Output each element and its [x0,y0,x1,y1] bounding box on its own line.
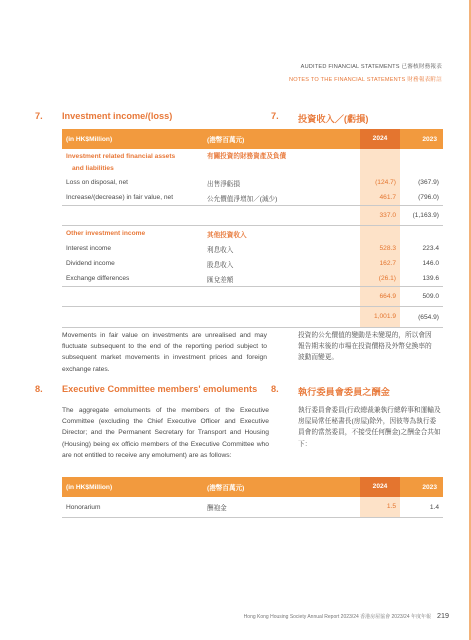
highlight-cell [360,226,400,241]
row-label: Interest income [66,245,112,252]
footer-publication: Hong Kong Housing Society Annual Report 2023/24 香港房屋協會 2023/24 年度年報 [243,614,431,620]
emoluments-table [62,477,443,518]
table-row [62,497,443,518]
investment-income-table [62,129,443,328]
value-2024: (26.1) [360,271,400,286]
value-2024: 461.7 [360,190,400,205]
section7-number-zh: 7. [271,111,279,121]
column-header-2023: 2023 [422,483,437,491]
section7-number: 7. [35,111,43,121]
column-header-unit-zh: (港幣百萬元) [207,137,245,144]
row-label-zh: 股息收入 [207,261,234,269]
row-label: Loss on disposal, net [66,179,128,186]
table-header-row [62,129,443,149]
subtotal-2023: (1,163.9) [412,212,439,219]
highlight-cell [360,149,400,175]
subtotal-row [62,286,443,306]
row-label-zh: 匯兌差額 [207,276,234,284]
table-row [62,175,443,190]
header-section-label: AUDITED FINANCIAL STATEMENTS 已審核財務報表 [300,64,442,70]
value-2024: 528.3 [360,241,400,256]
subtotal-row [62,205,443,225]
fair-value-note: Movements in fair value on investments are unrealised and may fluctuate subsequent to the end of the reporting period subject to subsequent market movements in investment prices and foreign exchange rates. [62,332,267,373]
column-header-unit-zh: (港幣百萬元) [207,485,245,492]
row-label-zh: 其他投資收入 [207,231,247,239]
subheading-row [62,149,443,175]
table-row [62,256,443,271]
value-2024: 1.5 [360,497,400,517]
column-header-2024: 2024 [360,477,400,497]
subtotal-2023: 509.0 [422,293,439,300]
row-label-zh: 公允價值淨增加／(減少) [207,195,278,203]
value-2023: 223.4 [422,245,439,252]
section8-number: 8. [35,384,43,394]
row-label: Investment related financial assets and liabilities [66,153,176,172]
row-label: Exchange differences [66,275,130,282]
column-header-2023: 2023 [422,135,437,143]
column-header-2024: 2024 [360,129,400,149]
section7-title: Investment income/(loss) [62,111,173,121]
value-2023: (796.0) [418,194,439,201]
row-label-zh: 有關投資的財務資產及負債 [207,153,287,160]
value-2023: 139.6 [422,275,439,282]
row-label-zh: 利息收入 [207,246,234,254]
table-row [62,190,443,205]
table-row [62,241,443,256]
column-header-unit: (in HK$Million) [66,135,113,143]
section7-title-zh: 投資收入／(虧損) [298,114,369,124]
row-label: Dividend income [66,260,115,267]
total-2023: (654.9) [418,313,439,321]
row-label-zh: 出售淨虧損 [207,180,240,188]
subtotal-2024: 337.0 [360,206,400,225]
value-2023: (367.9) [418,179,439,186]
emoluments-paragraph-zh: 執行委員會委員(行政總裁兼執行總幹事和運輸及房屋局常任秘書長(房屋)除外，因彼等為執行委員會的當然委員，不接受任何酬金)之酬金合共如下： [298,407,441,448]
fair-value-note-zh: 投資的公允價值的變動是未變現的，所以會因報告期末後的市場在投資價格及外幣兌換率的波動而變更。 [298,332,432,362]
subheading-row [62,225,443,241]
page-footer [244,611,449,620]
value-2024: (124.7) [360,175,400,190]
emoluments-paragraph: The aggregate emoluments of the members of the Executive Committee (excluding the Chief Executive Officer and Executive Director; and the Permanent Secretary for Transport and Housing (Housing) being ex officio members of the Executive Committee who are not entitled to receive any emolument) are as follows: [62,407,269,459]
section8-number-zh: 8. [271,384,279,394]
value-2024: 162.7 [360,256,400,271]
row-label: Honorarium [66,503,101,511]
page-number: 219 [437,611,449,620]
total-2024: 1,001.9 [360,307,400,327]
value-2023: 146.0 [422,260,439,267]
row-label-zh: 酬袍金 [207,505,227,512]
subtotal-2024: 664.9 [360,287,400,306]
table-header-row [62,477,443,497]
header-subsection-label: NOTES TO THE FINANCIAL STATEMENTS 財務報表附註 [288,77,442,83]
total-row [62,306,443,328]
value-2023: 1.4 [429,503,439,511]
row-label: Increase/(decrease) in fair value, net [66,194,174,201]
section8-title-zh: 執行委員會委員之酬金 [298,387,390,397]
column-header-unit: (in HK$Million) [66,483,113,491]
row-label: Other investment income [66,230,146,237]
table-row [62,271,443,286]
section8-title: Executive Committee members' emoluments [62,384,258,394]
